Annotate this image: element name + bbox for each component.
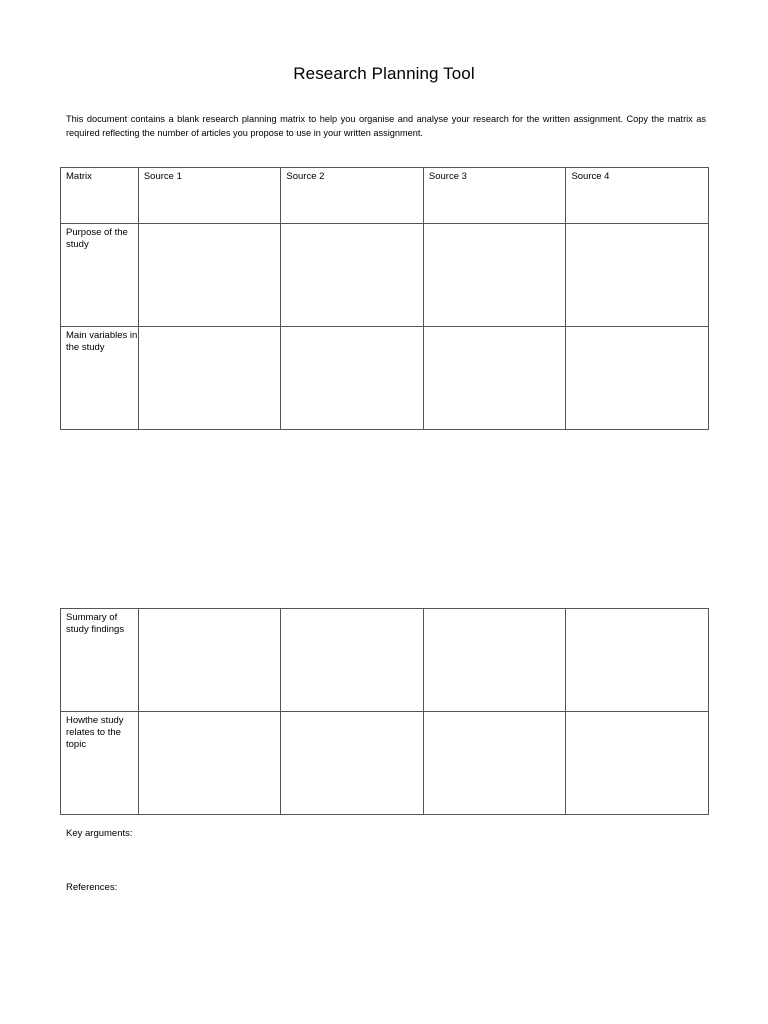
row-label-text: Main variables in the study [66,330,138,353]
table-cell[interactable] [423,712,566,815]
table-cell[interactable] [138,224,281,327]
references-label: References: [66,882,118,893]
row-label [61,609,139,712]
row-label [61,327,139,430]
table-row [61,327,709,430]
row-label [61,224,139,327]
table-cell[interactable] [423,609,566,712]
table-cell[interactable] [281,224,424,327]
research-matrix-table-bottom [60,608,709,815]
table-row [61,609,709,712]
table-cell[interactable] [281,609,424,712]
table-cell[interactable] [423,327,566,430]
header-source-3: Source 3 [423,168,566,224]
table-cell[interactable] [281,327,424,430]
table-row [61,712,709,815]
row-label [61,712,139,815]
header-source-2: Source 2 [281,168,424,224]
table-cell[interactable] [566,327,709,430]
table-cell[interactable] [138,327,281,430]
table-cell[interactable] [566,712,709,815]
header-row [61,168,709,224]
row-label-text: Summary of study findings [66,612,125,635]
row-label-text: Howthe study relates to the topic [66,715,124,750]
header-source-4: Source 4 [566,168,709,224]
research-matrix-table-top [60,167,709,430]
row-label-text: Purpose of the study [66,227,128,250]
header-matrix: Matrix [61,168,139,224]
table-cell[interactable] [566,609,709,712]
table-row [61,224,709,327]
header-source-1: Source 1 [138,168,281,224]
table-cell[interactable] [138,712,281,815]
document-title: Research Planning Tool [293,64,475,83]
intro-paragraph: This document contains a blank research planning matrix to help you organise and analyse your research for the written assignment. Copy the matrix as required reflecting the number of articles you propose to use in your written assignment. [66,114,706,138]
table-cell[interactable] [566,224,709,327]
table-cell[interactable] [138,609,281,712]
table-cell[interactable] [281,712,424,815]
key-arguments-label: Key arguments: [66,828,133,839]
table-cell[interactable] [423,224,566,327]
